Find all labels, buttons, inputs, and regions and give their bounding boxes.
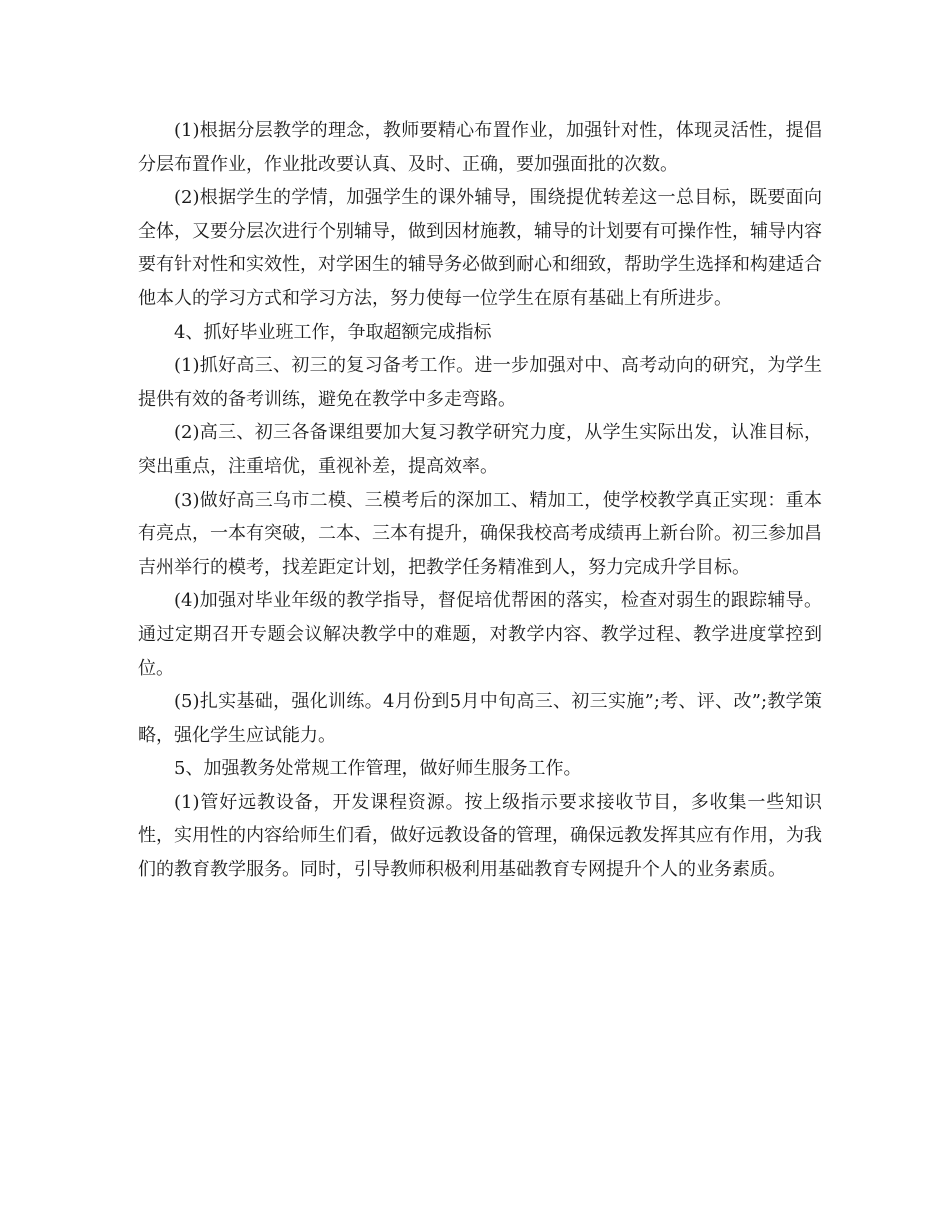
paragraph-8: (1)管好远教设备，开发课程资源。按上级指示要求接收节目，多收集一些知识性，实用性的内容给师生们看，做好远教设备的管理，确保远教发挥其应有作用，为我们的教育教学服务。同时，引导教师积极利用基础教育专网提升个人的业务素质。 bbox=[138, 791, 822, 881]
paragraph-2: (2)根据学生的学情，加强学生的课外辅导，围绕提优转差这一总目标，既要面向全体，又要分层次进行个别辅导，做到因材施教，辅导的计划要有可操作性，辅导内容要有针对性和实效性，对学困生的辅导务必做到耐心和细致，帮助学生选择和构建适合他本人的学习方式和学习方法，努力使每一位学生在原有基础上有所进步。 bbox=[138, 187, 822, 309]
section-heading-4: 4、抓好毕业班工作，争取超额完成指标 bbox=[174, 321, 492, 343]
paragraph-1: (1)根据分层教学的理念，教师要精心布置作业，加强针对性，体现灵活性，提倡分层布置作业，作业批改要认真、及时、正确，要加强面批的次数。 bbox=[138, 120, 822, 175]
document-body bbox=[138, 114, 822, 887]
paragraph-5: (3)做好高三乌市二模、三模考后的深加工、精加工，使学校教学真正实现：重本有亮点，一本有突破，二本、三本有提升，确保我校高考成绩再上新台阶。初三参加昌吉州举行的模考，找差距定计划，把教学任务精准到人，努力完成升学目标。 bbox=[138, 489, 822, 578]
paragraph-4: (2)高三、初三各备课组要加大复习教学研究力度，从学生实际出发，认准目标，突出重点，注重培优，重视补差，提高效率。 bbox=[138, 422, 822, 477]
section-heading-5: 5、加强教务处常规工作管理，做好师生服务工作。 bbox=[174, 758, 582, 780]
paragraph-3: (1)抓好高三、初三的复习备考工作。进一步加强对中、高考动向的研究，为学生提供有效的备考训练，避免在教学中多走弯路。 bbox=[138, 355, 822, 410]
paragraph-6: (4)加强对毕业年级的教学指导，督促培优帮困的落实，检查对弱生的跟踪辅导。通过定期召开专题会议解决教学中的难题，对教学内容、教学过程、教学进度掌控到位。 bbox=[138, 590, 822, 679]
paragraph-7: (5)扎实基础，强化训练。4月份到5月中旬高三、初三实施”;考、评、改”;教学策略，强化学生应试能力。 bbox=[138, 691, 822, 746]
